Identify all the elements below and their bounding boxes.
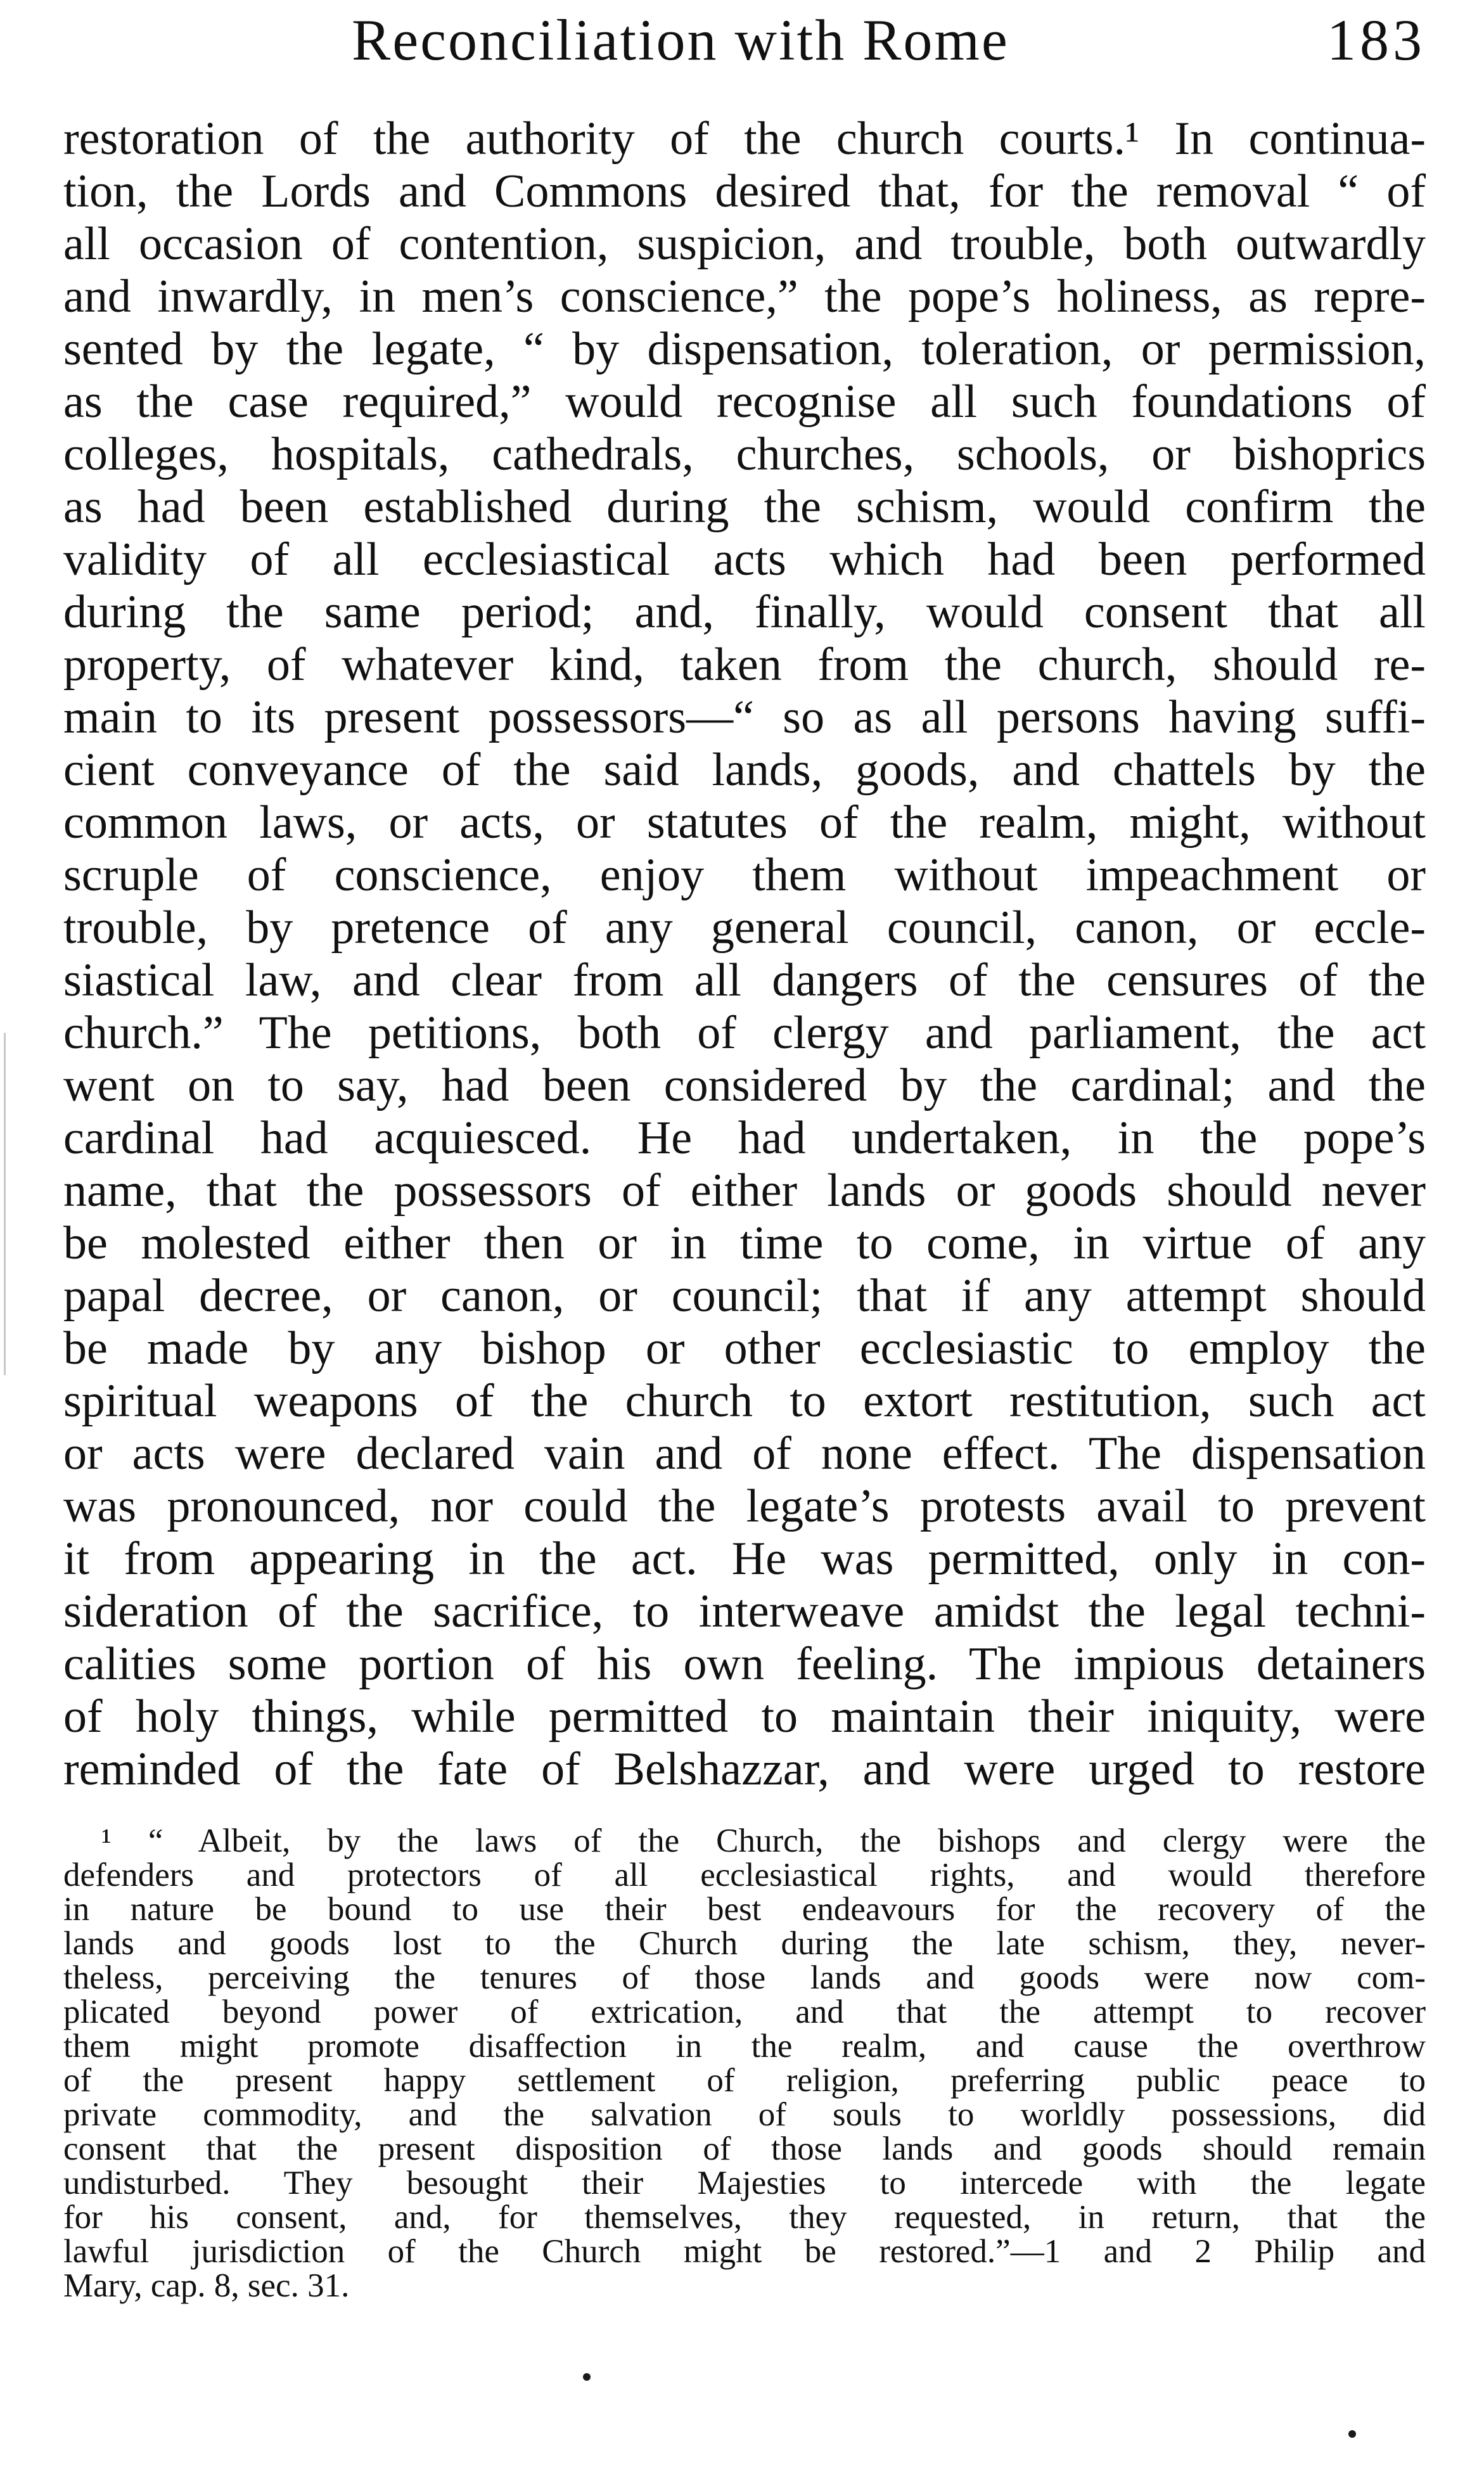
footnote-line: of the present happy settlement of religion, preferring public peace to	[63, 2062, 1426, 2099]
footnote-line: them might promote disaffection in the realm, and cause the overthrow	[63, 2028, 1426, 2065]
running-head	[63, 0, 1426, 75]
footnote-line: consent that the present disposition of those lands and goods should remain	[63, 2130, 1426, 2167]
body-line: all occasion of contention, suspicion, and trouble, both outwardly	[63, 218, 1426, 270]
body-line: sented by the legate, “ by dispensation, toleration, or permission,	[63, 323, 1426, 375]
body-line: reminded of the fate of Belshazzar, and were urged to restore	[63, 1743, 1426, 1795]
ink-speck	[1348, 2430, 1356, 2438]
body-line: property, of whatever kind, taken from the church, should re-	[63, 639, 1426, 691]
body-line: church.” The petitions, both of clergy and parliament, the act	[63, 1007, 1426, 1059]
scan-margin-shadow	[4, 1033, 6, 1375]
body-line: was pronounced, nor could the legate’s protests avail to prevent	[63, 1480, 1426, 1532]
body-line: trouble, by pretence of any general council, canon, or eccle-	[63, 902, 1426, 954]
body-line: tion, the Lords and Commons desired that, for the removal “ of	[63, 165, 1426, 217]
footnote-line: for his consent, and, for themselves, they requested, in return, that the	[63, 2199, 1426, 2236]
body-line: sideration of the sacrifice, to interweave amidst the legal techni-	[63, 1585, 1426, 1637]
body-line: common laws, or acts, or statutes of the realm, might, without	[63, 797, 1426, 849]
body-line: calities some portion of his own feeling. The impious detainers	[63, 1638, 1426, 1690]
body-line: cient conveyance of the said lands, goods, and chattels by the	[63, 744, 1426, 796]
footnote-line: lands and goods lost to the Church during the late schism, they, never-	[63, 1925, 1426, 1962]
footnote-line: lawful jurisdiction of the Church might be restored.”—1 and 2 Philip and	[63, 2233, 1426, 2270]
body-line: main to its present possessors—“ so as all persons having suffi-	[63, 691, 1426, 743]
body-line: during the same period; and, finally, would consent that all	[63, 586, 1426, 638]
body-line: of holy things, while permitted to maintain their iniquity, were	[63, 1691, 1426, 1743]
footnote-line: private commodity, and the salvation of souls to worldly possessions, did	[63, 2096, 1426, 2133]
footnote-line: undisturbed. They besought their Majesties to intercede with the legate	[63, 2165, 1426, 2201]
footnote-line: defenders and protectors of all ecclesiastical rights, and would therefore	[63, 1857, 1426, 1893]
body-line: siastical law, and clear from all dangers of the censures of the	[63, 954, 1426, 1006]
ink-speck	[583, 2373, 591, 2381]
body-line: scruple of conscience, enjoy them without impeachment or	[63, 849, 1426, 901]
body-line: went on to say, had been considered by the cardinal; and the	[63, 1060, 1426, 1111]
body-line: papal decree, or canon, or council; that if any attempt should	[63, 1270, 1426, 1322]
main-text	[63, 113, 1426, 1796]
footnote-line: theless, perceiving the tenures of those lands and goods were now com-	[63, 1959, 1426, 1996]
page-number: 183	[1327, 8, 1426, 72]
footnote-line: plicated beyond power of extrication, and that the attempt to recover	[63, 1994, 1426, 2030]
body-line: as had been established during the schism, would confirm the	[63, 481, 1426, 533]
body-line: and inwardly, in men’s conscience,” the pope’s holiness, as repre-	[63, 271, 1426, 323]
body-line: be made by any bishop or other ecclesiastic to employ the	[63, 1322, 1426, 1374]
body-line: validity of all ecclesiastical acts which had been performed	[63, 534, 1426, 586]
body-line: as the case required,” would recognise all such foundations of	[63, 376, 1426, 428]
running-title: Reconciliation with Rome	[352, 8, 1009, 72]
body-line: or acts were declared vain and of none effect. The dispensation	[63, 1428, 1426, 1480]
body-line: cardinal had acquiesced. He had undertaken, in the pope’s	[63, 1112, 1426, 1164]
body-line: be molested either then or in time to come, in virtue of any	[63, 1217, 1426, 1269]
body-line: colleges, hospitals, cathedrals, churches, schools, or bishoprics	[63, 428, 1426, 480]
body-line: name, that the possessors of either lands or goods should never	[63, 1165, 1426, 1217]
footnote-line: in nature be bound to use their best endeavours for the recovery of the	[63, 1891, 1426, 1928]
footnote	[63, 1824, 1426, 2303]
body-line: spiritual weapons of the church to extort restitution, such act	[63, 1375, 1426, 1427]
footnote-line: ¹ “ Albeit, by the laws of the Church, the bishops and clergy were the	[101, 1822, 1426, 1859]
footnote-line: Mary, cap. 8, sec. 31.	[63, 2267, 350, 2304]
body-line: it from appearing in the act. He was permitted, only in con-	[63, 1533, 1426, 1585]
body-line: restoration of the authority of the church courts.¹ In continua-	[63, 113, 1426, 165]
